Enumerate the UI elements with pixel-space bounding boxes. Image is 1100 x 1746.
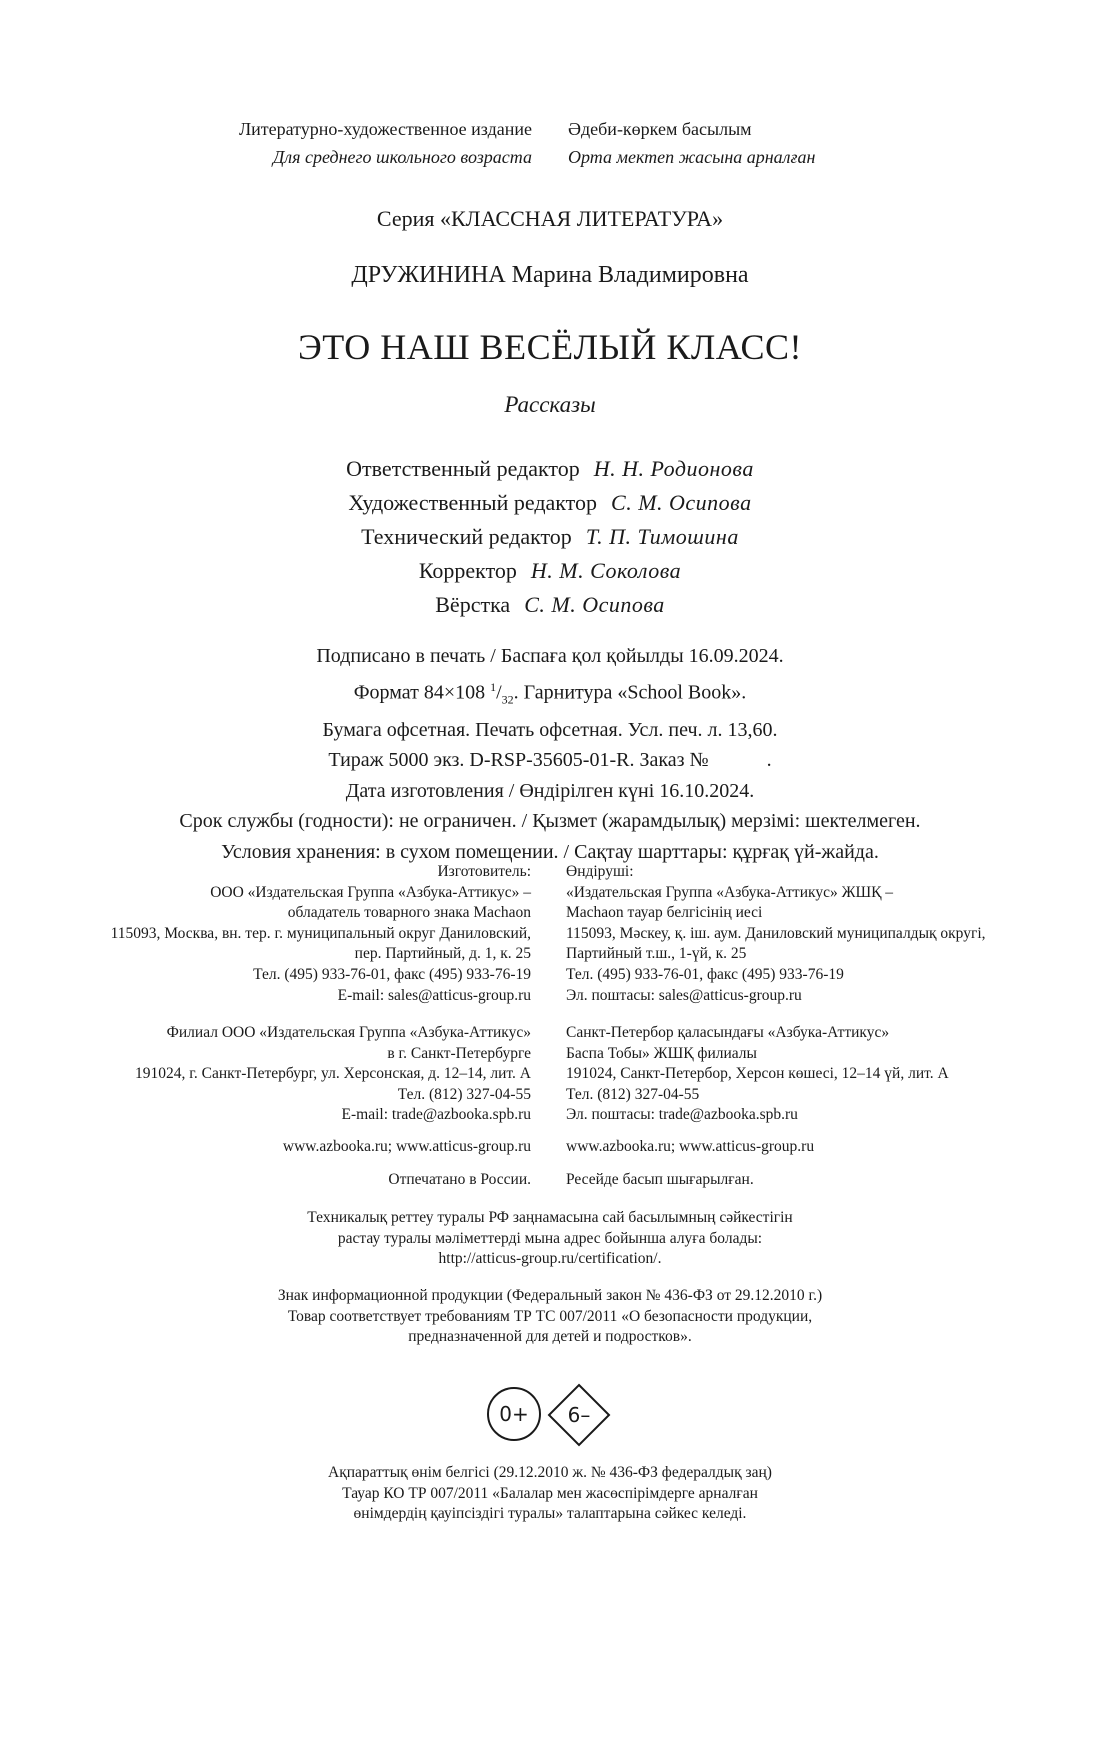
manufacturer-kz-line: Өндіруші: bbox=[566, 863, 634, 880]
branch-kz bbox=[566, 1023, 1046, 1126]
websites-kz[interactable]: www.azbooka.ru; www.atticus-group.ru bbox=[566, 1138, 815, 1155]
format-denominator: 32 bbox=[501, 692, 514, 707]
storage-conditions: Условия хранения: в сухом помещении. / Сақтау шарттары: құрғақ үй-жайда. bbox=[221, 840, 879, 863]
credit-row bbox=[0, 520, 1100, 554]
manufacturer-ru-line: обладатель товарного знака Machaon bbox=[287, 904, 531, 922]
manufacturer-kz-line: Machaon тауар белгісінің иесі bbox=[566, 904, 763, 922]
credits-block bbox=[0, 452, 1100, 622]
age-rating-badges bbox=[487, 1383, 617, 1447]
credit-name: Н. М. Соколова bbox=[530, 558, 682, 583]
branch-kz-line: Эл. поштасы: trade@azbooka.spb.ru bbox=[566, 1106, 798, 1124]
manufacturer-kz bbox=[566, 862, 1046, 1006]
credit-name: С. М. Осипова bbox=[611, 490, 752, 515]
info-sign-kz-line: өнімдердің қауіпсіздігі туралы» талаптарына сәйкес келеді. bbox=[353, 1505, 747, 1523]
manufacturer-kz-line: Эл. поштасы: sales@atticus-group.ru bbox=[566, 986, 802, 1004]
edition-type-ru bbox=[112, 115, 532, 171]
format-slash: / bbox=[496, 681, 502, 704]
manufacturer-ru-line: 115093, Москва, вн. тер. г. муниципальный округ Даниловский, bbox=[110, 924, 531, 942]
manufacturer-ru-line: пер. Партийный, д. 1, к. 25 bbox=[354, 945, 531, 963]
age-circle-label: 0+ bbox=[499, 1402, 529, 1426]
manufacturer-ru-line: Изготовитель: bbox=[437, 863, 531, 880]
info-sign-ru bbox=[0, 1286, 1100, 1348]
production-date: Дата изготовления / Өндірілген күні 16.10.2024. bbox=[345, 779, 755, 802]
info-sign-kz bbox=[0, 1463, 1100, 1525]
certification-link[interactable]: http://atticus-group.ru/certification/. bbox=[438, 1250, 662, 1268]
credit-role: Вёрстка bbox=[435, 592, 511, 617]
credit-name: Н. Н. Родионова bbox=[593, 456, 754, 481]
branch-kz-line: 191024, Санкт-Петербор, Херсон көшесі, 12–14 үй, лит. А bbox=[566, 1065, 949, 1083]
credit-row bbox=[0, 486, 1100, 520]
branch-ru bbox=[51, 1023, 531, 1126]
info-sign-ru-line: предназначенной для детей и подростков». bbox=[408, 1328, 692, 1346]
manufacturer-kz-line: «Издательская Группа «Азбука-Аттикус» ЖШҚ – bbox=[566, 883, 894, 901]
credit-role: Корректор bbox=[418, 558, 517, 583]
author-name: ДРУЖИНИНА Марина Владимировна bbox=[351, 262, 749, 288]
age-circle-badge bbox=[487, 1387, 541, 1441]
branch-ru-line: Тел. (812) 327-04-55 bbox=[397, 1085, 531, 1103]
credit-role: Художественный редактор bbox=[348, 490, 598, 515]
credit-row bbox=[0, 452, 1100, 486]
manufacturer-ru-line: E-mail: sales@atticus-group.ru bbox=[337, 986, 531, 1004]
info-sign-kz-line: Тауар КО ТР 007/2011 «Балалар мен жасөспірімдерге арналған bbox=[342, 1484, 758, 1502]
websites-ru[interactable]: www.azbooka.ru; www.atticus-group.ru bbox=[282, 1138, 531, 1155]
format-numerator: 1 bbox=[490, 679, 497, 694]
edition-type-kz bbox=[568, 115, 988, 171]
branch-ru-line: в г. Санкт-Петербурге bbox=[387, 1044, 531, 1062]
info-sign-ru-line: Товар соответствует требованиям ТР ТС 007/2011 «О безопасности продукции, bbox=[287, 1307, 813, 1325]
credit-name: С. М. Осипова bbox=[524, 592, 665, 617]
edition-type-kz-text: Әдеби-көркем басылым bbox=[568, 119, 752, 139]
age-diamond-badge bbox=[547, 1383, 611, 1447]
print-details bbox=[0, 641, 1100, 867]
audience-kz-text: Орта мектеп жасына арналған bbox=[568, 147, 816, 167]
branch-ru-line: E-mail: trade@azbooka.spb.ru bbox=[341, 1106, 531, 1124]
branch-kz-line: Баспа Тобы» ЖШҚ филиалы bbox=[566, 1044, 757, 1062]
shelf-life: Срок службы (годности): не ограничен. / Қызмет (жарамдылық) мерзімі: шектелмеген. bbox=[179, 810, 921, 833]
credit-name: Т. П. Тимошина bbox=[585, 524, 739, 549]
format-suffix: . Гарнитура «School Book». bbox=[513, 681, 747, 704]
credit-role: Технический редактор bbox=[361, 524, 572, 549]
credit-role: Ответственный редактор bbox=[346, 456, 580, 481]
format-line bbox=[0, 672, 1100, 715]
manufacturer-ru-line: ООО «Издательская Группа «Азбука-Аттикус» – bbox=[210, 883, 531, 901]
run-suffix: . bbox=[766, 749, 772, 772]
series-name: Серия «КЛАССНАЯ ЛИТЕРАТУРА» bbox=[376, 206, 724, 231]
book-title: ЭТО НАШ ВЕСЁЛЫЙ КЛАСС! bbox=[297, 327, 803, 367]
branch-kz-line: Тел. (812) 327-04-55 bbox=[566, 1085, 700, 1103]
credit-row bbox=[0, 554, 1100, 588]
info-sign-kz-line: Ақпараттық өнім белгісі (29.12.2010 ж. № 436-ФЗ федералдық заң) bbox=[328, 1464, 772, 1481]
audience-ru-text: Для среднего школьного возраста bbox=[272, 147, 532, 167]
format-prefix: Формат 84×108 bbox=[353, 681, 486, 704]
branch-ru-line: 191024, г. Санкт-Петербург, ул. Херсонская, д. 12–14, лит. А bbox=[135, 1065, 531, 1083]
certification-line: растау туралы мәліметтерді мына адрес бойынша алуға болады: bbox=[337, 1229, 763, 1247]
printed-in-ru: Отпечатано в России. bbox=[388, 1171, 531, 1188]
manufacturer-kz-line: Партийный т.ш., 1-үй, к. 25 bbox=[566, 945, 747, 963]
signed-date: Подписано в печать / Баспаға қол қойылды 16.09.2024. bbox=[316, 645, 784, 667]
info-sign-ru-line: Знак информационной продукции (Федеральный закон № 436-ФЗ от 29.12.2010 г.) bbox=[277, 1287, 823, 1304]
certification-note bbox=[0, 1208, 1100, 1270]
run-line bbox=[0, 745, 1100, 776]
branch-ru-line: Филиал ООО «Издательская Группа «Азбука-Аттикус» bbox=[166, 1024, 531, 1041]
run-prefix: Тираж 5000 экз. D-RSP-35605-01-R. Заказ № bbox=[328, 749, 709, 772]
manufacturer-kz-line: 115093, Мәскеу, қ. іш. аум. Даниловский муниципалдық округі, bbox=[566, 924, 986, 942]
edition-type-ru-text: Литературно-художественное издание bbox=[238, 119, 532, 139]
age-diamond-label: 6– bbox=[567, 1403, 591, 1427]
printed-in-kz: Ресейде басып шығарылған. bbox=[566, 1171, 754, 1188]
credit-row bbox=[0, 588, 1100, 622]
manufacturer-ru bbox=[51, 862, 531, 1006]
manufacturer-kz-line: Тел. (495) 933-76-01, факс (495) 933-76-19 bbox=[566, 965, 844, 983]
certification-line: Техникалық реттеу туралы РФ заңнамасына сай басылымның сәйкестігін bbox=[307, 1209, 793, 1226]
branch-kz-line: Санкт-Петербор қаласындағы «Азбука-Аттикус» bbox=[566, 1024, 890, 1041]
manufacturer-ru-line: Тел. (495) 933-76-01, факс (495) 933-76-19 bbox=[253, 965, 531, 983]
paper-line: Бумага офсетная. Печать офсетная. Усл. печ. л. 13,60. bbox=[322, 718, 778, 741]
book-genre: Рассказы bbox=[504, 392, 596, 417]
